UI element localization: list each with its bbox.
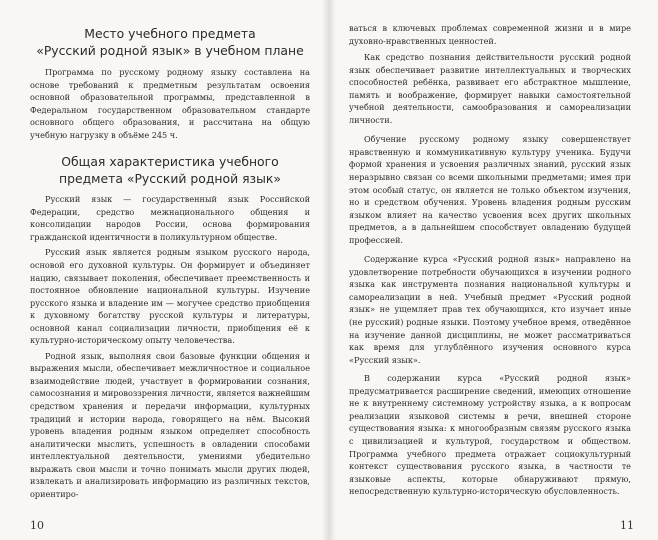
paragraph: Обучение русскому родному языку совершенствует нравственную и коммуникативную культуру ученика. Будучи формой хранения и усвоения различных знаний, русский язык неразрывно связан со всеми школьными предметами; имея при этом особый статус, он является не только объектом изучения, но и средством обучения. Уровень владения родным русским языком влияет на качество усвоения всех других школьных предметов, а в дальнейшем способствует овладению будущей профессией.: [349, 134, 631, 245]
book-gutter-shadow: [322, 0, 336, 540]
right-page: [329, 0, 658, 540]
heading-line: предмета «Русский родной язык»: [59, 171, 281, 187]
heading-line: «Русский родной язык» в учебном плане: [36, 43, 304, 58]
page-number: 11: [620, 519, 634, 532]
page-number: 10: [30, 519, 44, 532]
paragraph: Программа по русскому родному языку составлена на основе требований к предметным результатам освоения основной образовательной программы, представленной в Федеральном государственном образовательном стандарте основного общего образования, и рассчитана на общую учебную нагрузку в объёме 245 ч.: [30, 67, 310, 140]
heading-line: Место учебного предмета: [84, 26, 256, 41]
right-column: [349, 0, 631, 498]
paragraph: Русский язык — государственный язык Российской Федерации, средство межнационального общения и консолидации народов России, основа формирования гражданской идентичности в поликультурном обществе.: [30, 194, 310, 242]
section-heading-place-in-curriculum: [30, 25, 310, 59]
paragraph: Родной язык, выполняя свои базовые функции общения и выражения мысли, обеспечивает межличностное и социальное взаимодействие людей, участвует в формировании сознания, самосознания и мировоззрения личности, является важнейшим средством хранения и передачи информации, культурных традиций и истории народа, говорящего на нём. Высокий уровень владения родным языком определяет способность аналитически мыслить, успешность в овладении способами интеллектуальной деятельности, умениями убедительно выражать свои мысли и точно понимать мысли других людей, извлекать и анализировать информацию из различных текстов, ориентиро-: [30, 350, 310, 499]
heading-line: Общая характеристика учебного: [61, 154, 279, 170]
left-column: [30, 0, 310, 500]
paragraph: Содержание курса «Русский родной язык» направлено на удовлетворение потребности обучающихся в изучении родного языка как инструмента познания национальной культуры и самореализации в ней. Учебный предмет «Русский родной язык» не ущемляет прав тех обучающихся, кто изучает иные (не русский) родные языки. Поэтому учебное время, отведённое на изучение данной дисциплины, не может рассматриваться как время для углублённого изучения основного курса «Русский язык».: [349, 254, 631, 365]
section-heading-general-characteristics: [30, 153, 310, 187]
paragraph: В содержании курса «Русский родной язык» предусматривается расширение сведений, имеющих отношение не к внутреннему системному устройству языка, а к вопросам реализации языковой системы в речи, внешней стороне существования языка: к многообразным связям русского языка с цивилизацией и культурой, государством и обществом. Программа учебного предмета отражает социокультурный контекст существования русского языка, в частности те языковые аспекты, которые обнаруживают прямую, непосредственную культурно-историческую обусловленность.: [349, 373, 631, 497]
paragraph: ваться в ключевых проблемах современной жизни и в мире духовно-нравственных ценностей.: [349, 23, 631, 46]
paragraph: Русский язык является родным языком русского народа, основой его духовной культуры. Он формирует и объединяет нацию, связывает поколения, обеспечивает преемственность и постоянное обновление национальной культуры. Изучение русского языка и владение им — могучее средство приобщения к духовному богатству русской культуры и литературы, основной канал социализации личности, приобщения её к культурно-историческому опыту человечества.: [30, 247, 310, 346]
paragraph: Как средство познания действительности русский родной язык обеспечивает развитие интеллектуальных и творческих способностей ребёнка, развивает его абстрактное мышление, память и воображение, формирует навыки самостоятельной учебной деятельности, самообразования и самореализации личности.: [349, 52, 631, 125]
